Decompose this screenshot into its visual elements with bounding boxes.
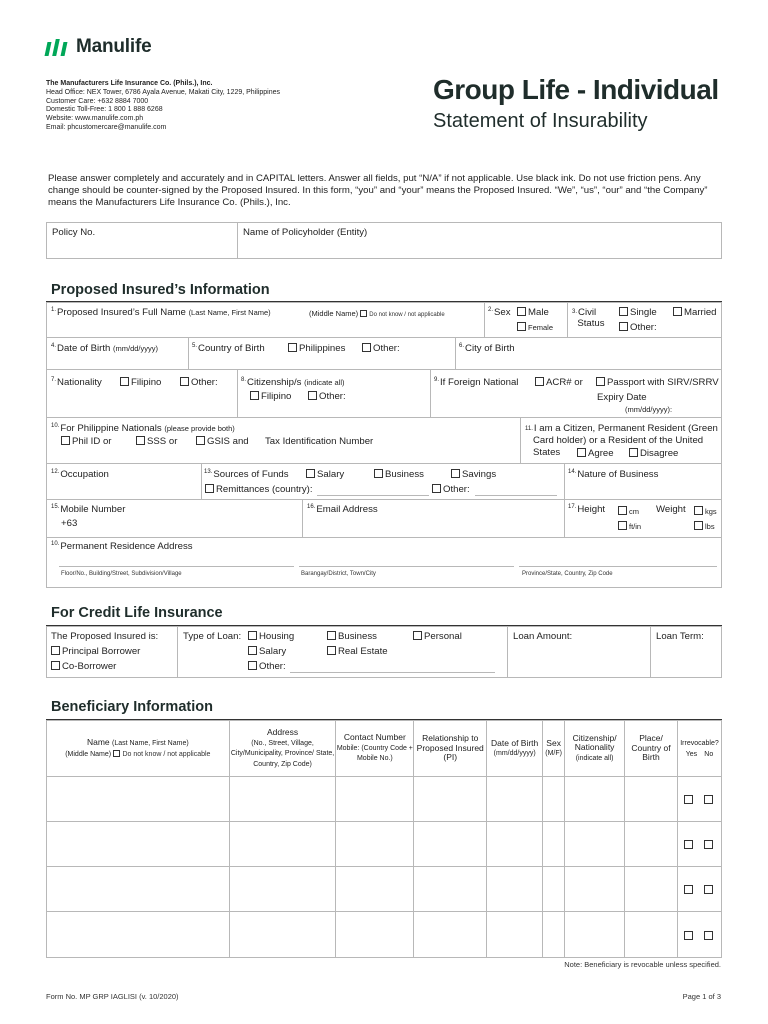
company-name: The Manufacturers Life Insurance Co. (Phils.), Inc.	[46, 80, 213, 87]
policy-box	[46, 222, 722, 259]
business-checkbox[interactable]	[374, 469, 383, 478]
phil-id-option[interactable]: Phil ID or	[61, 436, 111, 447]
country-birth-label: $^{5.}$Country of Birth	[192, 343, 265, 354]
disagree-option[interactable]: Disagree	[629, 448, 678, 459]
divider	[520, 417, 521, 463]
expiry-date-label: Expiry Date	[597, 392, 647, 403]
ftin-option[interactable]: ft/in	[618, 521, 641, 531]
savings-option[interactable]: Savings	[451, 469, 496, 480]
yes-checkbox[interactable]	[684, 840, 693, 849]
cell[interactable]	[625, 867, 678, 912]
kgs-option[interactable]: kgs	[694, 506, 717, 516]
passport-checkbox[interactable]	[596, 377, 605, 386]
cell[interactable]	[47, 867, 230, 912]
sources-funds-label: $^{13.}$Sources of Funds	[204, 469, 289, 480]
manulife-logo	[46, 36, 151, 58]
yes-checkbox[interactable]	[684, 885, 693, 894]
yes-checkbox[interactable]	[684, 795, 693, 804]
cell[interactable]	[47, 912, 230, 958]
cell[interactable]	[336, 912, 414, 958]
ben-dont-know-checkbox[interactable]	[113, 750, 120, 757]
address-header: Address (No., Street, Village, City/Municipality, Province/ State, Country, Zip Code)	[229, 721, 336, 777]
ph-nationals-label: $^{10.}$For Philippine Nationals (please provide both)	[51, 423, 235, 434]
agree-option[interactable]: Agree	[577, 448, 614, 459]
cell[interactable]	[414, 822, 487, 867]
divider	[484, 303, 485, 337]
acr-checkbox[interactable]	[535, 377, 544, 386]
row-divider	[47, 369, 721, 370]
occupation-label: $^{12.}$Occupation	[51, 469, 109, 480]
lbs-option[interactable]: lbs	[694, 521, 715, 531]
divider	[564, 499, 565, 537]
cell[interactable]	[543, 867, 565, 912]
weight-label: Weight	[656, 504, 686, 515]
divider	[564, 463, 565, 499]
intro-text: Please answer completely and accurately and in CAPITAL letters. Answer all fields, put “N/A” if not applicable. Use black ink. Do not use friction pens. Any change should be counter-signed by the Proposed Insured. In this form, “you” and “your” means the Proposed Insured. “We”, “us”, “our” and “the Company” means the Manufacturers Life Insurance Co. (Phils.), Inc.	[48, 173, 708, 208]
citizenship-label: $^{8.}$Citizenship/s (indicate all)	[241, 377, 345, 388]
row-divider	[47, 417, 721, 418]
beneficiary-note: Note: Beneficiary is revocable unless specified.	[564, 960, 721, 969]
divider	[455, 337, 456, 369]
cell[interactable]	[229, 867, 336, 912]
divider	[237, 369, 238, 417]
funds-other-line[interactable]	[475, 495, 557, 496]
row-divider	[47, 337, 721, 338]
no-checkbox[interactable]	[704, 885, 713, 894]
form-title: Group Life - Individual	[433, 74, 719, 105]
table-row	[47, 867, 722, 912]
gsis-checkbox[interactable]	[196, 436, 205, 445]
city-birth-label: $^{6.}$City of Birth	[459, 343, 515, 354]
loan-other-option[interactable]: Other:	[248, 661, 286, 672]
single-option[interactable]: Single	[619, 307, 657, 318]
mobile-label: $^{15.}$Mobile Number	[51, 504, 126, 515]
citizenship-filipino-checkbox[interactable]	[250, 391, 259, 400]
divider	[507, 627, 508, 677]
company-line: Domestic Toll-Free: 1 800 1 888 6268	[46, 106, 163, 114]
address-line-3[interactable]	[519, 566, 717, 567]
loan-other-checkbox[interactable]	[248, 661, 257, 670]
place-birth-header: Place/ Country of Birth	[625, 721, 678, 777]
funds-other-checkbox[interactable]	[432, 484, 441, 493]
cell[interactable]	[336, 822, 414, 867]
male-option[interactable]: Male	[517, 307, 549, 318]
type-loan-label: Type of Loan:	[183, 631, 242, 642]
married-option[interactable]: Married	[673, 307, 717, 318]
salary-checkbox[interactable]	[306, 469, 315, 478]
nationality-other-option[interactable]: Other:	[180, 377, 218, 388]
relationship-header: Relationship to Proposed Insured (PI)	[414, 721, 487, 777]
cm-option[interactable]: cm	[618, 506, 639, 516]
irrevocable-cell	[677, 912, 721, 958]
beneficiary-table	[46, 720, 722, 958]
sss-checkbox[interactable]	[136, 436, 145, 445]
address-hint-1: Floor/No., Building/Street, Subdivision/Village	[61, 571, 182, 577]
cell[interactable]	[229, 822, 336, 867]
country-other-checkbox[interactable]	[362, 343, 371, 352]
lbs-checkbox[interactable]	[694, 521, 703, 530]
credit-heading: For Credit Life Insurance	[51, 605, 223, 621]
contact-header: Contact Number Mobile: (Country Code + Mobile No.)	[336, 721, 414, 777]
company-line: Customer Care: +632 8884 7000	[46, 97, 149, 105]
nature-business-label: $^{14.}$Nature of Business	[568, 469, 659, 480]
address-label: $^{10.}$Permanent Residence Address	[51, 541, 193, 552]
logo-text: Manulife	[76, 36, 152, 57]
philippines-option[interactable]: Philippines	[288, 343, 345, 354]
cell[interactable]	[414, 777, 487, 822]
filipino-checkbox[interactable]	[120, 377, 129, 386]
beneficiary-heading: Beneficiary Information	[51, 699, 213, 715]
page-number: Page 1 of 3	[682, 992, 721, 1001]
real-estate-checkbox[interactable]	[327, 646, 336, 655]
remittances-checkbox[interactable]	[205, 484, 214, 493]
company-line: Email: phcustomercare@manulife.com	[46, 123, 167, 131]
civil-status-label: $^{3.}$Civil Status	[572, 307, 605, 329]
sex-header: Sex (M/F)	[543, 721, 565, 777]
acr-option[interactable]: ACR# or	[535, 377, 583, 388]
irrevocable-header: Irrevocable? Yes No	[677, 721, 721, 777]
citizenship-filipino-option[interactable]: Filipino	[250, 391, 291, 402]
divider	[567, 303, 568, 337]
no-checkbox[interactable]	[704, 840, 713, 849]
loan-term-label: Loan Term:	[656, 631, 704, 642]
insured-heading: Proposed Insured’s Information	[51, 282, 270, 298]
table-row	[47, 822, 722, 867]
address-line-2[interactable]	[299, 566, 514, 567]
cell[interactable]	[565, 822, 625, 867]
housing-option[interactable]: Housing	[248, 631, 294, 642]
row-divider	[47, 537, 721, 538]
table-row	[47, 912, 722, 958]
cell[interactable]	[336, 777, 414, 822]
dob-header: Date of Birth (mm/dd/yyyy)	[487, 721, 543, 777]
irrevocable-cell	[677, 822, 721, 867]
divider	[237, 223, 238, 258]
filipino-option[interactable]: Filipino	[120, 377, 161, 388]
address-line-1[interactable]	[59, 566, 294, 567]
email-label: $^{16.}$Email Address	[307, 504, 378, 515]
cell[interactable]	[543, 777, 565, 822]
divider	[302, 499, 303, 537]
male-checkbox[interactable]	[517, 307, 526, 316]
no-checkbox[interactable]	[704, 795, 713, 804]
principal-checkbox[interactable]	[51, 646, 60, 655]
company-line: Website: www.manulife.com.ph	[46, 115, 144, 123]
address-hint-3: Province/State, Country, Zip Code	[522, 571, 613, 577]
cell[interactable]	[229, 777, 336, 822]
cell[interactable]	[565, 867, 625, 912]
form-number: Form No. MP GRP IAGLISI (v. 10/2020)	[46, 992, 179, 1001]
cm-checkbox[interactable]	[618, 506, 627, 515]
irrevocable-cell	[677, 777, 721, 822]
nationality-label: $^{7.}$Nationality	[51, 377, 102, 388]
salary-option[interactable]: Salary	[306, 469, 344, 480]
phil-id-checkbox[interactable]	[61, 436, 70, 445]
loan-salary-checkbox[interactable]	[248, 646, 257, 655]
real-estate-option[interactable]: Real Estate	[327, 646, 388, 657]
sss-option[interactable]: SSS or	[136, 436, 177, 447]
address-hint-2: Barangay/District, Town/City	[301, 571, 376, 577]
row-divider	[47, 463, 721, 464]
philippines-checkbox[interactable]	[288, 343, 297, 352]
policy-no-label: Policy No.	[52, 227, 96, 238]
citizenship-other-checkbox[interactable]	[308, 391, 317, 400]
single-checkbox[interactable]	[619, 307, 628, 316]
insured-box	[46, 302, 722, 588]
loan-business-option[interactable]: Business	[327, 631, 377, 642]
civil-other-option[interactable]: Other:	[619, 322, 657, 333]
housing-checkbox[interactable]	[248, 631, 257, 640]
divider	[188, 337, 189, 369]
personal-option[interactable]: Personal	[413, 631, 462, 642]
citizenship-other-option[interactable]: Other:	[308, 391, 346, 402]
cell[interactable]	[543, 822, 565, 867]
manulife-logo-icon	[46, 39, 66, 56]
principal-option[interactable]: Principal Borrower	[51, 646, 140, 657]
coborrower-option[interactable]: Co-Borrower	[51, 661, 116, 672]
agree-checkbox[interactable]	[577, 448, 586, 457]
company-info	[46, 80, 280, 133]
divider	[177, 627, 178, 677]
divider	[430, 369, 431, 417]
cell[interactable]	[625, 912, 678, 958]
table-row	[47, 777, 722, 822]
civil-other-checkbox[interactable]	[619, 322, 628, 331]
dont-know-checkbox[interactable]	[360, 310, 367, 317]
kgs-checkbox[interactable]	[694, 506, 703, 515]
name-header: Name (Last Name, First Name) (Middle Name) Do not know / not applicable	[47, 721, 230, 777]
disagree-checkbox[interactable]	[629, 448, 638, 457]
cell[interactable]	[487, 777, 543, 822]
loan-other-line[interactable]	[290, 672, 495, 673]
passport-option[interactable]: Passport with SIRV/SRRV	[596, 377, 719, 388]
cell[interactable]	[565, 777, 625, 822]
loan-salary-option[interactable]: Salary	[248, 646, 286, 657]
cell[interactable]	[543, 912, 565, 958]
row-divider	[47, 499, 721, 500]
cell[interactable]	[487, 822, 543, 867]
company-line: Head Office: NEX Tower, 6786 Ayala Avenue, Makati City, 1229, Philippines	[46, 88, 280, 96]
loan-business-checkbox[interactable]	[327, 631, 336, 640]
gsis-option[interactable]: GSIS and	[196, 436, 249, 447]
cell[interactable]	[47, 822, 230, 867]
loan-amount-label: Loan Amount:	[513, 631, 573, 642]
mobile-prefix: +63	[61, 518, 78, 529]
cell[interactable]	[47, 777, 230, 822]
yes-checkbox[interactable]	[684, 931, 693, 940]
irrevocable-cell	[677, 867, 721, 912]
cell[interactable]	[625, 822, 678, 867]
tin-label: Tax Identification Number	[265, 436, 374, 447]
beneficiary-header-row	[47, 721, 722, 777]
personal-checkbox[interactable]	[413, 631, 422, 640]
cell[interactable]	[229, 912, 336, 958]
height-label: $^{17.}$Height	[568, 504, 606, 515]
cell[interactable]	[336, 867, 414, 912]
funds-other-option[interactable]: Other:	[432, 484, 470, 495]
cell[interactable]	[414, 912, 487, 958]
country-other-option[interactable]: Other:	[362, 343, 400, 354]
cell[interactable]	[625, 777, 678, 822]
savings-checkbox[interactable]	[451, 469, 460, 478]
ftin-checkbox[interactable]	[618, 521, 627, 530]
foreign-national-label: $^{9.}$If Foreign National	[434, 377, 519, 388]
female-checkbox[interactable]	[517, 322, 526, 331]
no-checkbox[interactable]	[704, 931, 713, 940]
us-citizen-question: $^{11.}$I am a Citizen, Permanent Resident (Green Card holder) or a Resident of the United States	[525, 423, 718, 458]
dob-label: $^{4.}$Date of Birth (mm/dd/yyyy)	[51, 343, 159, 354]
coborrower-checkbox[interactable]	[51, 661, 60, 670]
insured-is-label: The Proposed Insured is:	[51, 631, 159, 642]
sex-label: $^{2.}$Sex	[488, 307, 511, 318]
policyholder-label: Name of Policyholder (Entity)	[243, 227, 368, 238]
cell[interactable]	[565, 912, 625, 958]
full-name-label: $^{1.}$Proposed Insured’s Full Name (Last Name, First Name)	[51, 307, 271, 318]
remittances-line[interactable]	[317, 495, 429, 496]
cell[interactable]	[414, 867, 487, 912]
female-option[interactable]: Female	[517, 322, 553, 333]
divider	[201, 463, 202, 499]
form-subtitle: Statement of Insurability	[433, 110, 648, 132]
middle-name-label: (Middle Name) Do not know / not applicable	[309, 309, 445, 318]
business-option[interactable]: Business	[374, 469, 424, 480]
cell[interactable]	[487, 912, 543, 958]
remittances-option[interactable]: Remittances (country):	[205, 484, 313, 495]
credit-box	[46, 626, 722, 678]
divider	[650, 627, 651, 677]
married-checkbox[interactable]	[673, 307, 682, 316]
expiry-format: (mm/dd/yyyy):	[625, 405, 673, 414]
citizenship-header: Citizenship/ Nationality (indicate all)	[565, 721, 625, 777]
nationality-other-checkbox[interactable]	[180, 377, 189, 386]
cell[interactable]	[487, 867, 543, 912]
